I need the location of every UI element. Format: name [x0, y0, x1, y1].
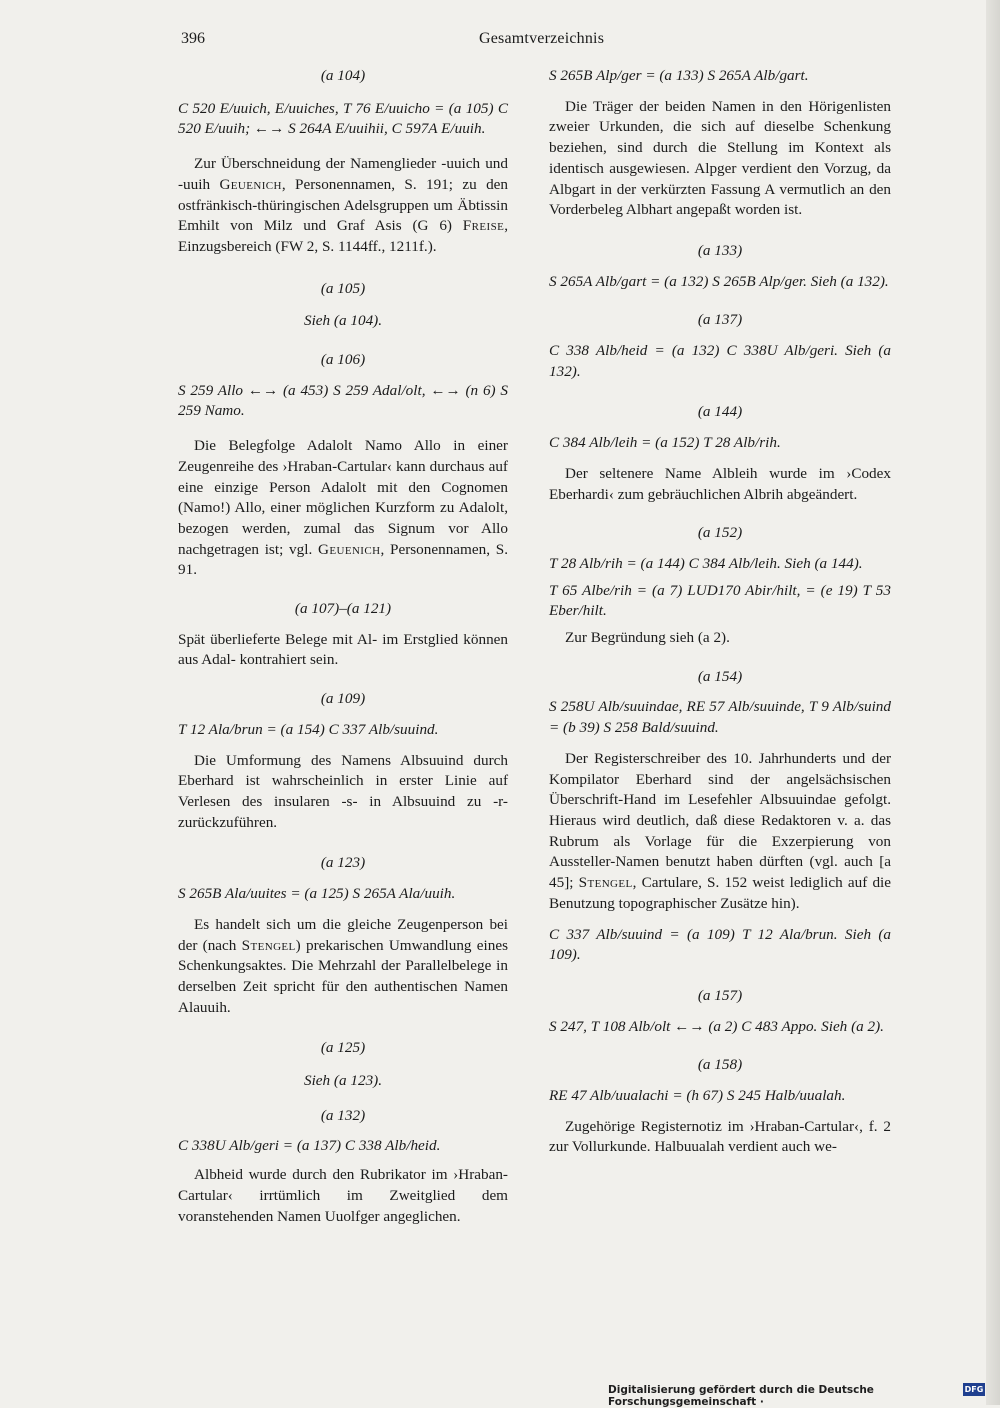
entry-line: T 12 Ala/brun = (a 154) C 337 Alb/suuind.: [178, 720, 439, 738]
text-run: , Personennamen, S. 191; zu den ostfränkisch-thüringischen Adelsgruppen um Äbtissin Emhilt von Milz und Graf Asis (G 6): [178, 175, 509, 235]
entry-heading: (a 123): [320, 854, 366, 872]
commentary-paragraph: Albheid wurde durch den Rubrikator im ›Hraban-Cartular‹ irrtümlich im Zweitglied dem voranstehenden Namen Uuolfger angeglichen.: [178, 1166, 508, 1225]
entry-heading: (a 157): [697, 986, 743, 1004]
text-run: , Cartulare, S. 152 weist lediglich auf die Benutzung topographischer Zusätze hin).: [549, 874, 891, 912]
running-head: Gesamtverzeichnis: [479, 30, 605, 47]
entry-heading: (a 107)–(a 121): [294, 600, 392, 618]
entry-heading: (a 104): [320, 67, 366, 84]
text-run: Zur Überschneidung der Namenglieder -uuich und -uuih: [178, 155, 508, 193]
entry-line: C 337 Alb/suuind = (a 109) T 12 Ala/brun. Sieh (a 109).: [549, 925, 891, 964]
entry-line: S 265B Ala/uuites = (a 125) S 265A Ala/uuih.: [178, 885, 456, 903]
entry-heading: (a 106): [320, 351, 366, 369]
entry-heading: (a 144): [697, 403, 743, 421]
entry-line: C 338 Alb/heid = (a 132) C 338U Alb/geri. Sieh (a 132).: [549, 342, 891, 380]
author-name: Stengel: [241, 936, 296, 954]
entry-heading: (a 137): [697, 311, 743, 329]
author-name: Freise: [462, 217, 505, 235]
entry-line: C 338U Alb/geri = (a 137) C 338 Alb/heid.: [178, 1137, 441, 1155]
entry-line: S 265A Alb/gart = (a 132) S 265B Alp/ger. Sieh (a 132).: [549, 272, 889, 290]
commentary-paragraph: [178, 915, 508, 1019]
entry-heading: (a 154): [697, 667, 743, 685]
text-run: Die Belegfolge Adalolt Namo Allo in einer Zeugenreihe des ›Hraban-Cartular‹ kann durchaus auf eine einzige Person Adalolt mit den Cognomen (Namo!) Allo, einer möglichen Kurzform zu Adalolt, bezogen werden, zumal das Signum vor Allo nachgetragen ist; vgl.: [178, 437, 508, 558]
commentary-paragraph: [178, 154, 508, 258]
entry-line: S 259 Allo ←→ (a 453) S 259 Adal/olt, ←→ (n 6) S 259 Namo.: [178, 381, 508, 420]
text-run: , Personennamen, S. 91.: [178, 540, 508, 579]
commentary-paragraph: Die Träger der beiden Namen in den Hörigenlisten zweier Urkunden, die sich auf dieselbe Schenkung beziehen, sind durch die Stellung im Kontext als identisch ausgewiesen. Alpger verdient den Vorzug, da Albgart in der verkürzten Fassung A vermutlich an den Vorderbeleg Albhart angepaßt worden ist.: [549, 97, 891, 219]
text-run: Der Registerschreiber des 10. Jahrhunderts und der Kompilator Eberhard sind der angelsächsischen Überschrift-Hand im Lesefehler Albsuuindae gefolgt. Hieraus wird deutlich, daß diese Redaktoren v. a. das Rubrum als Vorlage für die Exzerpierung von Aussteller-Namen benutzt haben dürften (vgl. auch [a 45];: [549, 749, 891, 892]
page-edge: [986, 0, 1000, 1405]
text-run: Es handelt sich um die gleiche Zeugenperson bei der (nach: [178, 915, 508, 954]
entry-heading: (a 158): [697, 1056, 743, 1074]
entry-heading: (a 105): [320, 279, 366, 297]
commentary-paragraph: Die Umformung des Namens Albsuuind durch Eberhard ist wahrscheinlich in erster Linie auf Verlesen des insularen -s- in Albsuuind zu -r- zurückzuführen.: [178, 751, 508, 831]
author-name: Geuenich: [219, 175, 282, 193]
entry-heading: (a 152): [697, 524, 743, 542]
commentary-paragraph: Der seltenere Name Albleih wurde im ›Codex Eberhardi‹ zum gebräuchlichen Albrih abgeändert.: [549, 464, 891, 503]
entry-line: Sieh (a 123).: [303, 1072, 383, 1090]
left-column: [178, 66, 508, 1227]
dfg-logo: DFG: [964, 1385, 984, 1394]
entry-line: S 258U Alb/suuindae, RE 57 Alb/suuinde, T 9 Alb/suind = (b 39) S 258 Bald/suuind.: [549, 698, 891, 737]
text-run: , Einzugsbereich (FW 2, S. 1144ff., 1211f.).: [178, 217, 508, 255]
author-name: Geuenich: [318, 540, 381, 558]
entry-line: S 265B Alp/ger = (a 133) S 265A Alb/gart.: [549, 67, 809, 84]
entry-heading: (a 132): [320, 1106, 366, 1124]
commentary-paragraph: [178, 436, 508, 581]
entry-line: T 28 Alb/rih = (a 144) C 384 Alb/leih. Sieh (a 144).: [549, 554, 863, 572]
author-name: Stengel: [578, 874, 633, 892]
entry-line: C 384 Alb/leih = (a 152) T 28 Alb/rih.: [549, 434, 781, 452]
entry-heading: (a 133): [697, 241, 743, 259]
page-number: 396: [181, 30, 205, 47]
entry-line: Sieh (a 104).: [303, 312, 383, 330]
commentary-paragraph: [549, 749, 891, 915]
entry-line: RE 47 Alb/uualachi = (h 67) S 245 Halb/uualah.: [549, 1087, 846, 1105]
text-run: ) prekarischen Umwandlung eines Schenkungsaktes. Die Mehrzahl der Parallelbelege in derselben Zeit spricht für den authentischen Namen Alauuih.: [178, 936, 508, 1016]
commentary-paragraph: Zugehörige Registernotiz im ›Hraban-Cartular‹, f. 2 zur Vollurkunde. Halbuualah verdient auch we-: [549, 1117, 891, 1156]
entry-heading: (a 109): [320, 690, 366, 708]
commentary-paragraph: Spät überlieferte Belege mit Al- im Erstglied können aus Adal- kontrahiert sein.: [178, 630, 508, 669]
entry-heading: (a 125): [320, 1039, 366, 1057]
entry-line: S 247, T 108 Alb/olt ←→ (a 2) C 483 Appo. Sieh (a 2).: [549, 1017, 884, 1035]
entry-line: C 520 E/uuich, E/uuiches, T 76 E/uuicho = (a 105) C 520 E/uuih; ←→ S 264A E/uuihii, C 597A E/uuih.: [178, 99, 508, 138]
commentary-paragraph: Zur Begründung sieh (a 2).: [565, 629, 730, 647]
entry-line: T 65 Albe/rih = (a 7) LUD170 Abir/hilt, = (e 19) T 53 Eber/hilt.: [549, 581, 891, 620]
funding-notice: Digitalisierung gefördert durch die Deutsche Forschungsgemeinschaft ·: [608, 1384, 874, 1408]
right-column: [549, 66, 891, 1158]
